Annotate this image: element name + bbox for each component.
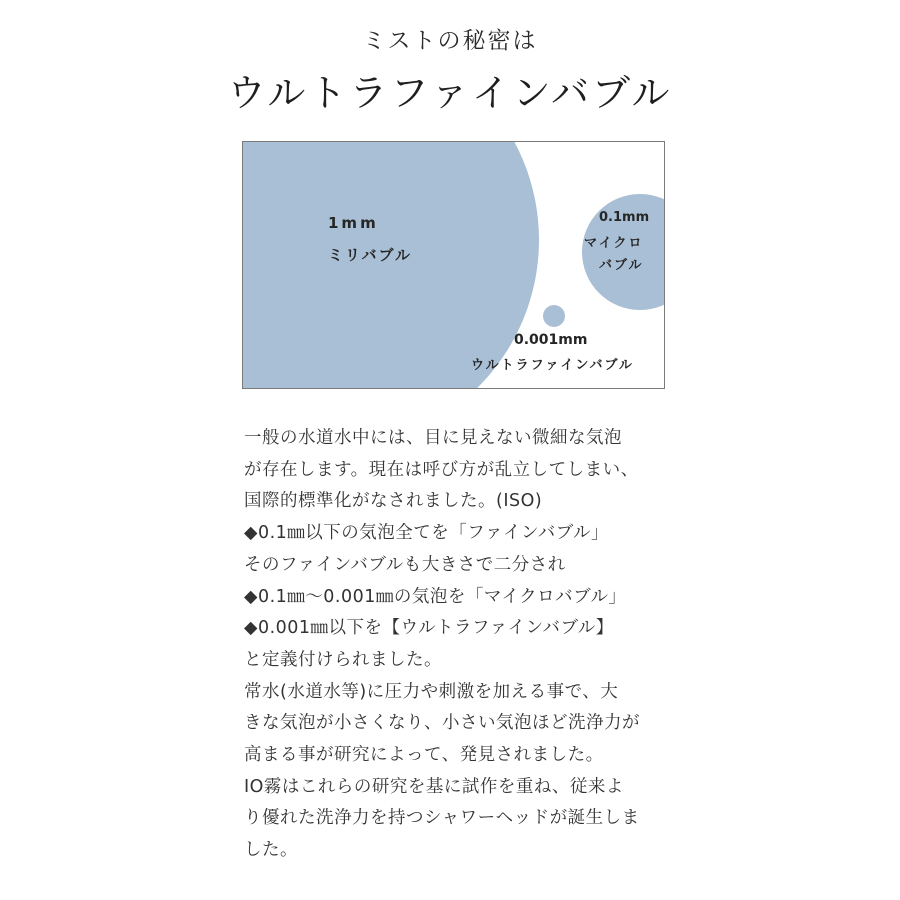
ultrafine-bubble xyxy=(543,305,565,327)
text-line: ◆0.001㎜以下を【ウルトラファインバブル】 xyxy=(244,618,614,639)
bubble-size-diagram xyxy=(242,141,665,389)
text-line: り優れた洗浄力を持つシャワーヘッドが誕生しま xyxy=(244,808,640,829)
description-text xyxy=(244,423,674,867)
text-line: が存在します。現在は呼び方が乱立してしまい、 xyxy=(244,459,639,480)
ultrafine-bubble-name-label: ウルトラファインバブル xyxy=(471,358,634,373)
text-line: ◆0.1㎜以下の気泡全てを「ファインバブル」 xyxy=(244,523,610,544)
text-line: した。 xyxy=(244,840,298,861)
text-line: 高まる事が研究によって、発見されました。 xyxy=(244,745,604,766)
milli-bubble xyxy=(243,142,539,389)
micro-bubble-name-label-line1: マイクロ xyxy=(584,236,644,251)
micro-bubble-name-label-line2: バブル xyxy=(599,258,644,273)
ultrafine-bubble-size-label: 0.001mm xyxy=(514,332,588,348)
milli-bubble-name-label: ミリバブル xyxy=(328,246,412,264)
text-line: と定義付けられました。 xyxy=(244,649,442,670)
page-subtitle: ミストの秘密は xyxy=(362,28,538,54)
text-line: 国際的標準化がなされました。(ISO) xyxy=(244,491,543,512)
text-line: 一般の水道水中には、目に見えない微細な気泡 xyxy=(244,428,622,448)
text-line: IO霧はこれらの研究を基に試作を重ね、従来よ xyxy=(244,776,624,797)
text-line: きな気泡が小さくなり、小さい気泡ほど洗浄力が xyxy=(244,713,640,734)
page-title: ウルトラファインバブル xyxy=(227,71,673,115)
text-line: そのファインバブルも大きさで二分され xyxy=(244,554,566,575)
milli-bubble-size-label: 1mm xyxy=(328,214,379,232)
text-line: ◆0.1㎜〜0.001㎜の気泡を「マイクロバブル」 xyxy=(244,586,627,607)
text-line: 常水(水道水等)に圧力や刺激を加える事で、大 xyxy=(244,681,619,702)
micro-bubble-size-label: 0.1mm xyxy=(599,210,650,225)
